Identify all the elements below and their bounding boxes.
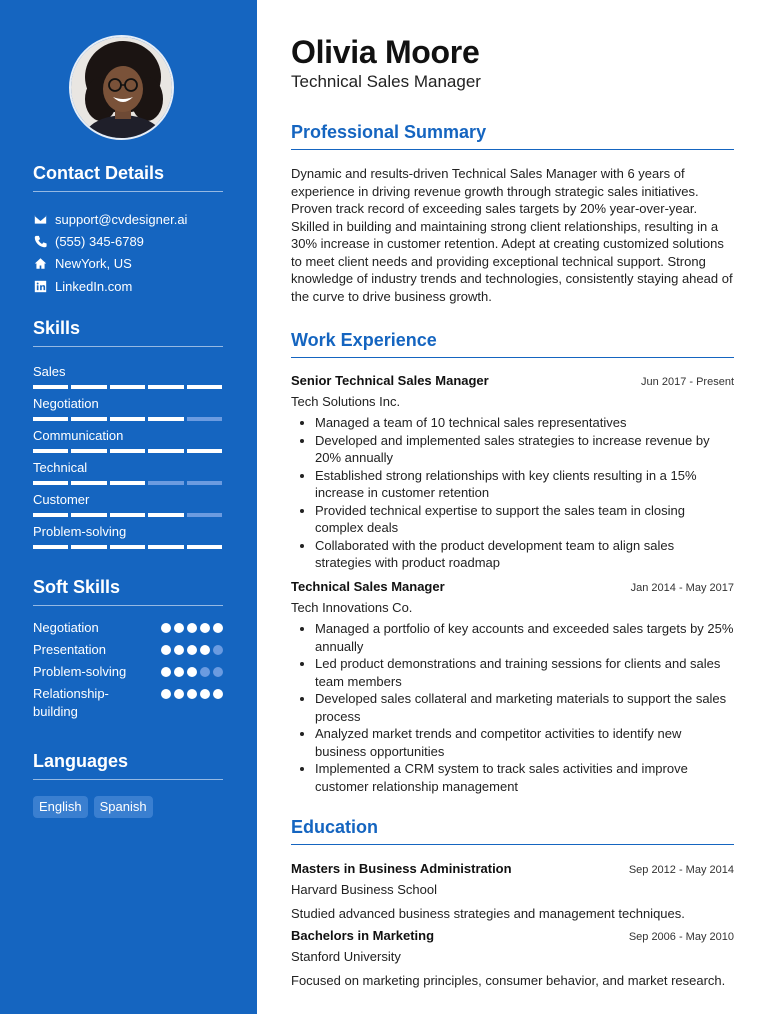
- skills-heading: Skills: [33, 318, 223, 347]
- rating-dot: [174, 623, 184, 633]
- skill-level-segment: [110, 449, 145, 453]
- summary-heading: Professional Summary: [291, 122, 734, 150]
- job-date: Jun 2017 - Present: [641, 376, 734, 388]
- skill-level-bar: [33, 417, 223, 421]
- skill-level-segment: [110, 545, 145, 549]
- rating-dot: [187, 689, 197, 699]
- soft-skill-label: Presentation: [33, 642, 106, 657]
- skill-level-segment: [110, 385, 145, 389]
- skill-level-segment: [110, 513, 145, 517]
- soft-skill-label: Problem-solving: [33, 664, 127, 679]
- skill-label: Sales: [33, 364, 66, 379]
- job-bullets: [291, 620, 734, 795]
- list-item: • Analyzed market trends and competitor activities to identify new business opportunities: [315, 725, 734, 760]
- skill-level-segment: [110, 481, 145, 485]
- contact-linkedin-text[interactable]: LinkedIn.com: [55, 278, 133, 294]
- job-title: Senior Technical Sales Manager: [291, 373, 489, 388]
- contact-phone[interactable]: [33, 230, 223, 252]
- rating-dot: [200, 689, 210, 699]
- degree-title: Masters in Business Administration: [291, 861, 512, 876]
- school-name: Harvard Business School: [291, 881, 437, 897]
- rating-dot: [187, 667, 197, 677]
- skill-level-segment: [187, 449, 222, 453]
- soft-skill-label: Relationship-building: [33, 686, 109, 719]
- languages-section: [33, 751, 223, 818]
- skill-row: [33, 428, 223, 460]
- list-item: • Led product demonstrations and training sessions for clients and sales team members: [315, 655, 734, 690]
- degree-title: Bachelors in Marketing: [291, 928, 435, 943]
- skill-row: [33, 524, 223, 556]
- list-item: • Collaborated with the product development team to align sales strategies with product roadmap: [315, 537, 734, 572]
- phone-icon: [33, 234, 47, 248]
- skill-row: [33, 364, 223, 396]
- education-date: Sep 2012 - May 2014: [628, 864, 734, 876]
- contact-location: [33, 253, 223, 275]
- skill-row: [33, 492, 223, 524]
- soft-skill-row: [33, 619, 223, 637]
- job-entry: [291, 372, 734, 572]
- contact-section: [33, 163, 223, 297]
- rating-dot: [213, 667, 223, 677]
- skills-section: [33, 318, 223, 556]
- job-company: Tech Solutions Inc.: [291, 393, 401, 409]
- soft-skills-heading: Soft Skills: [33, 577, 223, 606]
- skill-level-segment: [110, 417, 145, 421]
- skill-level-segment: [71, 385, 106, 389]
- education-date: Sep 2006 - May 2010: [628, 931, 734, 943]
- job-title: Technical Sales Manager: [291, 579, 445, 594]
- language-tag: Spanish: [94, 796, 153, 818]
- skill-level-segment: [71, 513, 106, 517]
- job-bullets: [291, 414, 734, 572]
- skill-level-bar: [33, 513, 223, 517]
- skill-level-segment: [148, 417, 183, 421]
- rating-dot: [174, 645, 184, 655]
- skill-level-segment: [33, 513, 68, 517]
- skill-level-segment: [187, 385, 222, 389]
- skill-level-segment: [71, 449, 106, 453]
- rating-dot: [200, 623, 210, 633]
- list-item: • Developed sales collateral and marketing materials to support the sales process: [315, 690, 734, 725]
- skill-level-segment: [148, 481, 183, 485]
- skill-level-segment: [71, 481, 106, 485]
- soft-skill-label: Negotiation: [33, 620, 99, 635]
- skill-level-segment: [33, 385, 68, 389]
- soft-skill-row: [33, 685, 223, 721]
- education-description: Studied advanced business strategies and management techniques.: [291, 906, 685, 921]
- education-entry: [291, 860, 734, 923]
- home-icon: [33, 257, 47, 271]
- soft-skill-row: [33, 641, 223, 659]
- rating-dot: [187, 645, 197, 655]
- education-entry: [291, 927, 734, 990]
- school-name: Stanford University: [291, 948, 401, 964]
- summary-text: Dynamic and results-driven Technical Sales Manager with 6 years of experience in driving revenue growth through strategic sales initiatives. Proven track record of exceeding sales targets by 20% year-over-year. Skilled in building and maintaining strong client relationships, resulting in a 30% increase in customer retention. Adept at creating customized solutions to meet client needs and providing exceptional technical support. Strong knowledge of industry trends and technologies, consistently staying ahead of the curve to drive business growth.: [291, 166, 733, 304]
- skill-label: Communication: [33, 428, 124, 443]
- skill-level-bar: [33, 449, 223, 453]
- contact-email[interactable]: [33, 208, 223, 230]
- skill-level-segment: [148, 449, 183, 453]
- skill-label: Negotiation: [33, 396, 99, 411]
- rating-dot: [213, 645, 223, 655]
- skill-row: [33, 396, 223, 428]
- rating-dot: [174, 689, 184, 699]
- contact-location-text: NewYork, US: [55, 256, 132, 272]
- candidate-title: Technical Sales Manager: [291, 72, 481, 91]
- language-tag: English: [33, 796, 88, 818]
- job-entry: [291, 578, 734, 795]
- candidate-name: Olivia Moore: [291, 34, 480, 70]
- education-heading: Education: [291, 817, 734, 845]
- contact-email-text[interactable]: support@cvdesigner.ai: [55, 211, 188, 227]
- rating-dot: [200, 645, 210, 655]
- skill-row: [33, 460, 223, 492]
- skill-level-bar: [33, 545, 223, 549]
- list-item: • Provided technical expertise to support the sales team in closing complex deals: [315, 502, 734, 537]
- skill-level-segment: [187, 417, 222, 421]
- languages-heading: Languages: [33, 751, 223, 780]
- job-company: Tech Innovations Co.: [291, 599, 413, 615]
- skill-level-segment: [33, 417, 68, 421]
- skill-level-segment: [187, 513, 222, 517]
- list-item: • Managed a team of 10 technical sales representatives: [315, 414, 734, 432]
- list-item: • Implemented a CRM system to track sales activities and improve customer relationship management: [315, 760, 734, 795]
- rating-dot: [161, 689, 171, 699]
- soft-skill-row: [33, 663, 223, 681]
- skill-label: Customer: [33, 492, 90, 507]
- experience-heading: Work Experience: [291, 330, 734, 358]
- soft-skill-rating: [161, 623, 223, 633]
- rating-dot: [213, 623, 223, 633]
- soft-skill-rating: [161, 689, 223, 699]
- skill-level-segment: [71, 417, 106, 421]
- person-photo-icon: [69, 35, 174, 140]
- rating-dot: [174, 667, 184, 677]
- skill-level-bar: [33, 481, 223, 485]
- contact-heading: Contact Details: [33, 163, 223, 192]
- soft-skill-rating: [161, 645, 223, 655]
- skill-label: Technical: [33, 460, 88, 475]
- skill-level-segment: [148, 513, 183, 517]
- skill-level-bar: [33, 385, 223, 389]
- skill-level-segment: [33, 481, 68, 485]
- rating-dot: [213, 689, 223, 699]
- soft-skills-section: [33, 577, 223, 725]
- skill-level-segment: [187, 545, 222, 549]
- job-date: Jan 2014 - May 2017: [630, 582, 734, 594]
- skill-level-segment: [187, 481, 222, 485]
- list-item: • Established strong relationships with key clients resulting in a 15% increase in customer retention: [315, 467, 734, 502]
- skill-level-segment: [148, 545, 183, 549]
- envelope-icon: [33, 212, 47, 226]
- education-description: Focused on marketing principles, consumer behavior, and market research.: [291, 973, 726, 988]
- skill-level-segment: [148, 385, 183, 389]
- contact-phone-text[interactable]: (555) 345-6789: [55, 233, 144, 249]
- rating-dot: [161, 645, 171, 655]
- list-item: • Managed a portfolio of key accounts and exceeded sales targets by 25% annually: [315, 620, 734, 655]
- rating-dot: [200, 667, 210, 677]
- rating-dot: [161, 667, 171, 677]
- rating-dot: [161, 623, 171, 633]
- soft-skill-rating: [161, 667, 223, 677]
- contact-linkedin[interactable]: [33, 275, 223, 297]
- skill-level-segment: [33, 545, 68, 549]
- list-item: • Developed and implemented sales strategies to increase revenue by 20% annually: [315, 432, 734, 467]
- skill-level-segment: [33, 449, 68, 453]
- linkedin-icon: [33, 279, 47, 293]
- skill-label: Problem-solving: [33, 524, 127, 539]
- skill-level-segment: [71, 545, 106, 549]
- rating-dot: [187, 623, 197, 633]
- sidebar: [0, 0, 257, 1014]
